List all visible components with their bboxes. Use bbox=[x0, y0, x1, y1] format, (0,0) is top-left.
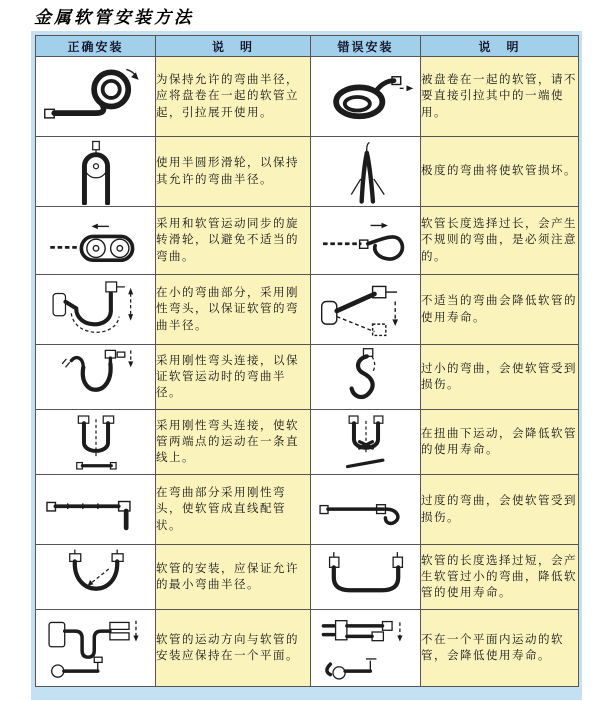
header-wrong-install: 错误安装 bbox=[311, 36, 421, 57]
table-row bbox=[36, 275, 579, 345]
diagram-correct-elbow-connection bbox=[36, 345, 156, 410]
table-row bbox=[36, 475, 579, 545]
table-row bbox=[36, 57, 579, 137]
page-title: 金属软管安装方法 bbox=[34, 8, 194, 28]
wrong-description: 过度的弯曲，会使软管受到损伤。 bbox=[421, 475, 579, 545]
diagram-correct-rigid-elbow-small-bend bbox=[36, 275, 156, 345]
diagram-wrong-coil-pulled bbox=[311, 57, 421, 137]
correct-description: 在小的弯曲部分，采用刚性弯头，以保证软管的弯曲半径。 bbox=[156, 275, 311, 345]
wrong-description: 不适当的弯曲会降低软管的使用寿命。 bbox=[421, 275, 579, 345]
correct-description: 采用刚性弯头连接，使软管两端点的运动在一条直线上。 bbox=[156, 410, 311, 475]
diagram-correct-rotating-pulleys bbox=[36, 207, 156, 275]
wrong-description: 在扭曲下运动，会降低软管的使用寿命。 bbox=[421, 410, 579, 475]
header-correct-note: 说 明 bbox=[156, 36, 311, 57]
table-row bbox=[36, 137, 579, 207]
table-row bbox=[36, 410, 579, 475]
diagram-wrong-overlong-hose bbox=[311, 207, 421, 275]
diagram-correct-endpoints-in-line bbox=[36, 410, 156, 475]
correct-description: 采用和软管运动同步的旋转滑轮，以避免不适当的弯曲。 bbox=[156, 207, 311, 275]
diagram-wrong-excessive-bend bbox=[311, 475, 421, 545]
correct-description: 使用半圆形滑轮，以保持其允许的弯曲半径。 bbox=[156, 137, 311, 207]
diagram-wrong-twisted-motion bbox=[311, 410, 421, 475]
diagram-correct-one-plane bbox=[36, 610, 156, 687]
header-wrong-note: 说 明 bbox=[421, 36, 579, 57]
wrong-description: 极度的弯曲将使软管损坏。 bbox=[421, 137, 579, 207]
diagram-wrong-extreme-bend bbox=[311, 137, 421, 207]
correct-description: 软管的运动方向与软管的安装应保持在一个平面。 bbox=[156, 610, 311, 687]
table-frame bbox=[31, 31, 582, 700]
table-row bbox=[36, 207, 579, 275]
diagram-wrong-overshort-hose bbox=[311, 545, 421, 610]
diagram-correct-minimum-bend-radius bbox=[36, 545, 156, 610]
wrong-description: 不在一个平面内运动的软管，会降低使用寿命。 bbox=[421, 610, 579, 687]
wrong-description: 过小的弯曲，会使软管受到损伤。 bbox=[421, 345, 579, 410]
diagram-correct-straight-piping bbox=[36, 475, 156, 545]
table-row bbox=[36, 545, 579, 610]
diagram-wrong-improper-bend bbox=[311, 275, 421, 345]
correct-description: 为保持允许的弯曲半径，应将盘卷在一起的软管立起，引拉展开使用。 bbox=[156, 57, 311, 137]
correct-description: 采用刚性弯头连接，以保证软管运动时的弯曲半径。 bbox=[156, 345, 311, 410]
diagram-correct-pulley bbox=[36, 137, 156, 207]
wrong-description: 软管的长度选择过短，会产生软管过小的弯曲，降低软管的使用寿命。 bbox=[421, 545, 579, 610]
table-row bbox=[36, 345, 579, 410]
installation-table bbox=[35, 35, 579, 687]
header-correct-install: 正确安装 bbox=[36, 36, 156, 57]
correct-description: 在弯曲部分采用刚性弯头，使软管成直线配管状。 bbox=[156, 475, 311, 545]
wrong-description: 软管长度选择过长，会产生不规则的弯曲，是必须注意的。 bbox=[421, 207, 579, 275]
correct-description: 软管的安装，应保证允许的最小弯曲半径。 bbox=[156, 545, 311, 610]
table-row bbox=[36, 610, 579, 687]
diagram-correct-coiled-hose-unrolled bbox=[36, 57, 156, 137]
wrong-description: 被盘卷在一起的软管，请不要直接引拉其中的一端使用。 bbox=[421, 57, 579, 137]
diagram-wrong-small-bend-hook bbox=[311, 345, 421, 410]
diagram-wrong-not-one-plane bbox=[311, 610, 421, 687]
header-row bbox=[36, 36, 579, 57]
